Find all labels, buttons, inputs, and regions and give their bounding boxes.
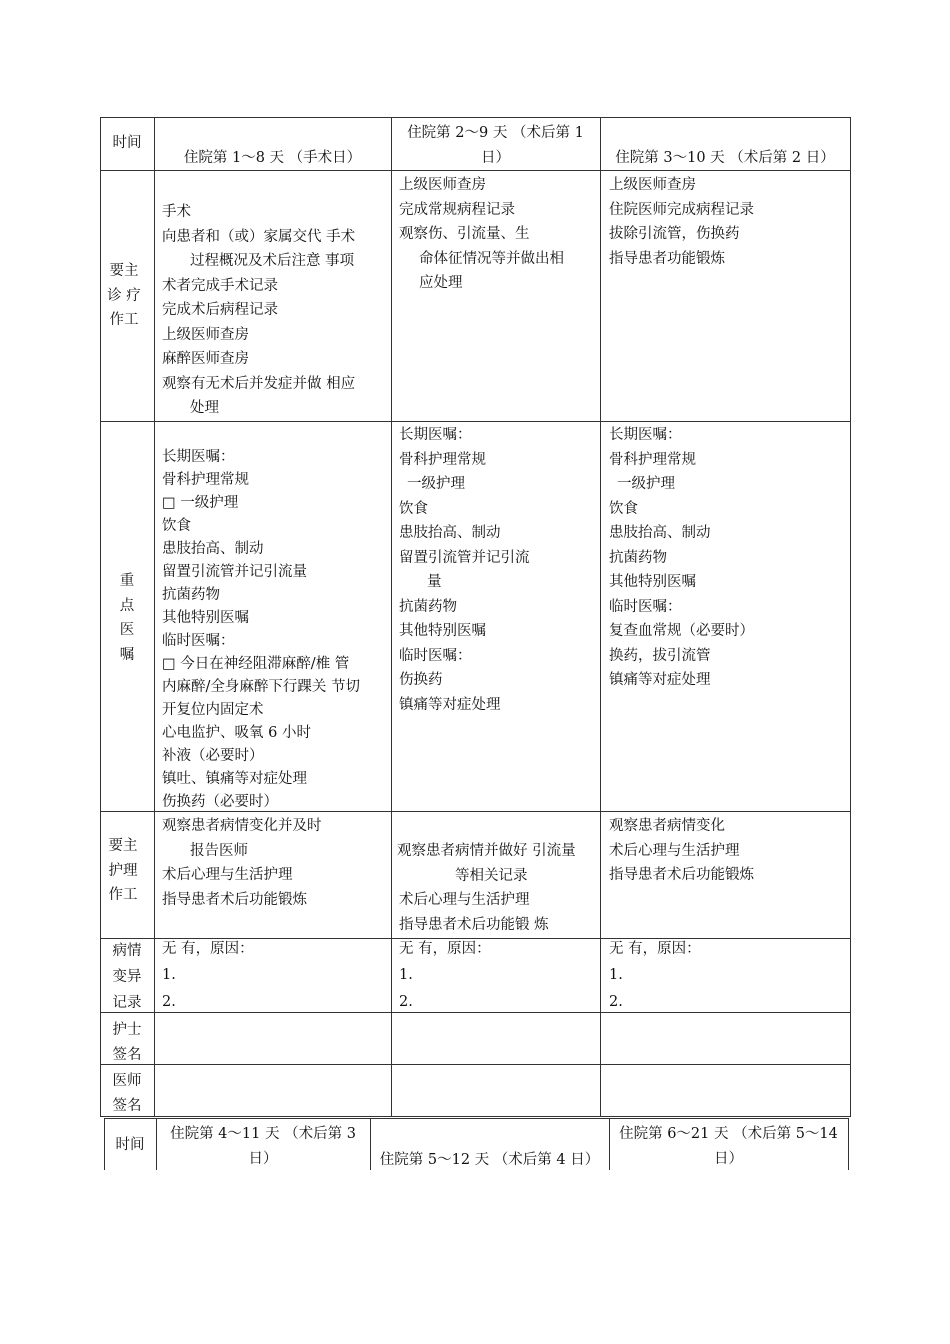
nursing-col-1: 观察患者病情变化并及时 报告医师 术后心理与生活护理 指导患者术后功能锻炼 (162, 818, 322, 908)
nurse-signature-field[interactable] (154, 1012, 850, 1064)
variance-col-2: 无 有，原因： 1. 2. (399, 941, 491, 1010)
header-col-2: 住院第 2〜9 天 （术后第 1 日） (407, 125, 584, 166)
orders-col-3: 长期医嘱： 骨科护理常规 一级护理 饮食 患肢抬高、制动 抗菌药物 其他特别医嘱 临时医嘱： 复查血常规（必要时） 换药，拔引流管 镇痛等对症处理 (609, 427, 754, 688)
orders-col-2: 长期医嘱： 骨科护理常规 一级护理 饮食 患肢抬高、制动 留置引流管并记引流 量 抗菌药物 其他特别医嘱 临时医嘱： 伤换药 镇痛等对症处理 (399, 427, 530, 713)
header2-col-2: 住院第 5〜12 天 （术后第 4 日） (379, 1152, 600, 1168)
header2-col-3: 住院第 6〜21 天 （术后第 5〜14 日） (619, 1126, 838, 1167)
nursing-col-2: 观察患者病情并做好 引流量 等相关记录 术后心理与生活护理 指导患者术后功能锻 炼 (397, 843, 576, 933)
header2-col-1: 住院第 4〜11 天 （术后第 3 日） (170, 1126, 356, 1167)
diag-row-label: 要主 诊 疗 作工 (107, 263, 141, 328)
orders-col-1: 长期医嘱： 骨科护理常规 □ 一级护理 饮食 患肢抬高、制动 留置引流管并记引流量 抗菌药物 其他特别医嘱 临时医嘱： □ 今日在神经阻滞麻醉/椎 管 内麻醉/全身麻醉下行踝关 节切 开复位内固定术 心电监护、吸氧 6 小时 补液（必要时） 镇吐、镇痛等对症处理 伤换药（必要时） (162, 449, 360, 810)
doctor-signature-field[interactable] (154, 1064, 850, 1116)
variance-col-1: 无 有，原因： 1. 2. (162, 941, 254, 1010)
diag-col-3: 上级医师查房 住院医师完成病程记录 拔除引流管，伤换药 指导患者功能锻炼 (609, 177, 754, 267)
nursing-row-label: 要主 护理 作工 (108, 838, 138, 903)
time-label-2: 时间 (115, 1137, 145, 1153)
time-label: 时间 (112, 135, 142, 151)
orders-row-label: 重 点 医 嘱 (119, 573, 135, 663)
variance-col-3: 无 有，原因： 1. 2. (609, 941, 701, 1010)
diag-col-2: 上级医师查房 完成常规病程记录 观察伤、引流量、生 命体征情况等并做出相 应处理 (399, 177, 564, 291)
diag-col-1: 手术 向患者和（或）家属交代 手术 过程概况及术后注意 事项 术者完成手术记录 完成术后病程记录 上级医师查房 麻醉医师查房 观察有无术后并发症并做 相应 处理 (162, 204, 356, 416)
doctor-signature-label: 医师 签名 (112, 1073, 142, 1114)
header-col-1: 住院第 1〜8 天 （手术日） (183, 150, 362, 166)
nursing-col-3: 观察患者病情变化 术后心理与生活护理 指导患者术后功能锻炼 (609, 818, 754, 883)
nurse-signature-label: 护士 签名 (112, 1022, 142, 1063)
variance-row-label: 病情 变异 记录 (112, 943, 142, 1011)
header-col-3: 住院第 3〜10 天 （术后第 2 日） (615, 150, 835, 166)
